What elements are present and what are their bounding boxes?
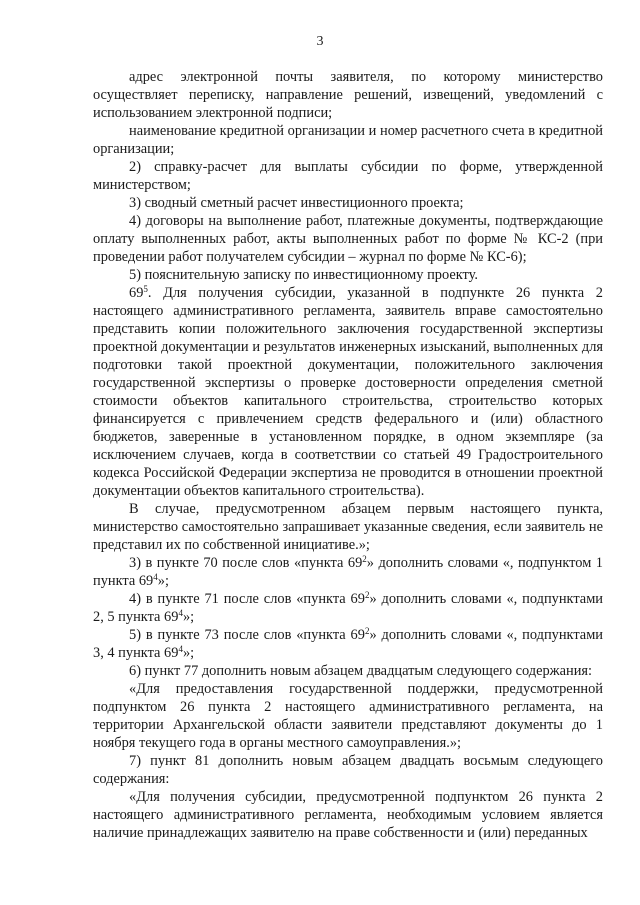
amend-sup-a: 2 [362, 554, 367, 564]
amend-text-c: »; [157, 573, 169, 589]
paragraph-amend-3 [93, 554, 603, 590]
paragraph-quote-support: «Для предоставления государственной поддержки, предусмотренной подпунктом 26 пункта 2 настоящего административного регламента, на территории Архангельской области заявители представляют документы до 1 ноября текущего года в органы местного самоуправления.»; [93, 681, 603, 751]
paragraph-email: адрес электронной почты заявителя, по которому министерство осуществляет переписку, направление решений, извещений, уведомлений с использованием электронной подписи; [93, 69, 603, 121]
amend-sup-b: 4 [153, 572, 158, 582]
paragraph-amend-5 [93, 626, 603, 662]
paragraph-item-4: 4) договоры на выполнение работ, платежные документы, подтверждающие оплату выполненных работ, акты выполненных работ по форме № КС-2 (при проведении работ получателем субсидии – журнал по форме № КС-6); [93, 213, 603, 265]
paragraph-amend-4 [93, 590, 603, 626]
clause-text: . Для получения субсидии, указанной в подпункте 26 пункта 2 настоящего административного регламента, заявитель вправе самостоятельно представить копии положительного заключения государственной экспертизы проектной документации и результатов инженерных изысканий, выполненных для подготовки такой проектной документации, положительного заключения государственной экспертизы о проверке достоверности определения сметной стоимости объектов капитального строительства, строительство которых финансируется с привлечением средств федерального и (или) областного бюджетов, заверенные в установленном порядке, в одном экземпляре (за исключением случаев, когда в соответствии со статьей 49 Градостроительного кодекса Российской Федерации экспертиза не проводится в отношении проектной документации объектов капитального строительства). [93, 285, 603, 499]
paragraph-bank: наименование кредитной организации и номер расчетного счета в кредитной организации; [93, 123, 603, 157]
paragraph-quote-subsidy: «Для получения субсидии, предусмотренной подпунктом 26 пункта 2 настоящего административного регламента, необходимым условием является наличие принадлежащих заявителю на праве собственности и (или) переданных [93, 789, 603, 841]
paragraph-amend-6: 6) пункт 77 дополнить новым абзацем двадцатым следующего содержания: [129, 663, 593, 679]
amend-sup-b: 4 [178, 608, 183, 618]
clause-superscript: 5 [143, 284, 148, 294]
amend-text-b: » дополнить словами «, подпунктами 3, 4 пункта 69 [93, 627, 604, 661]
amend-sup-a: 2 [364, 626, 370, 636]
amend-text-c: »; [182, 609, 195, 625]
amend-text-a: 4) в пункте 71 после слов «пункта 69 [129, 591, 365, 607]
paragraph-amend-7: 7) пункт 81 дополнить новым абзацем двадцать восьмым следующего содержания: [93, 753, 603, 787]
paragraph-case: В случае, предусмотренном абзацем первым настоящего пункта, министерство самостоятельно запрашивает указанные сведения, если заявитель не представил их по собственной инициативе.»; [93, 501, 603, 553]
page-number: 3 [316, 34, 324, 49]
amend-text-a: 3) в пункте 70 после слов «пункта 69 [129, 555, 363, 571]
amend-sup-a: 2 [364, 590, 370, 600]
amend-text-b: » дополнить словами «, подпунктами 2, 5 пункта 69 [93, 591, 604, 625]
paragraph-item-2: 2) справку-расчет для выплаты субсидии по форме, утвержденной министерством; [93, 159, 603, 193]
amend-text-c: »; [182, 645, 195, 661]
paragraph-item-5: 5) пояснительную записку по инвестиционному проекту. [129, 267, 478, 283]
paragraph-item-3: 3) сводный сметный расчет инвестиционного проекта; [129, 195, 464, 211]
paragraph-69-5 [93, 284, 603, 500]
amend-sup-b: 4 [178, 644, 183, 654]
amend-text-b: » дополнить словами «, подпунктом 1 пункта 69 [93, 555, 603, 589]
document-body [93, 68, 603, 842]
amend-text-a: 5) в пункте 73 после слов «пункта 69 [129, 627, 365, 643]
clause-number: 69 [129, 285, 144, 301]
